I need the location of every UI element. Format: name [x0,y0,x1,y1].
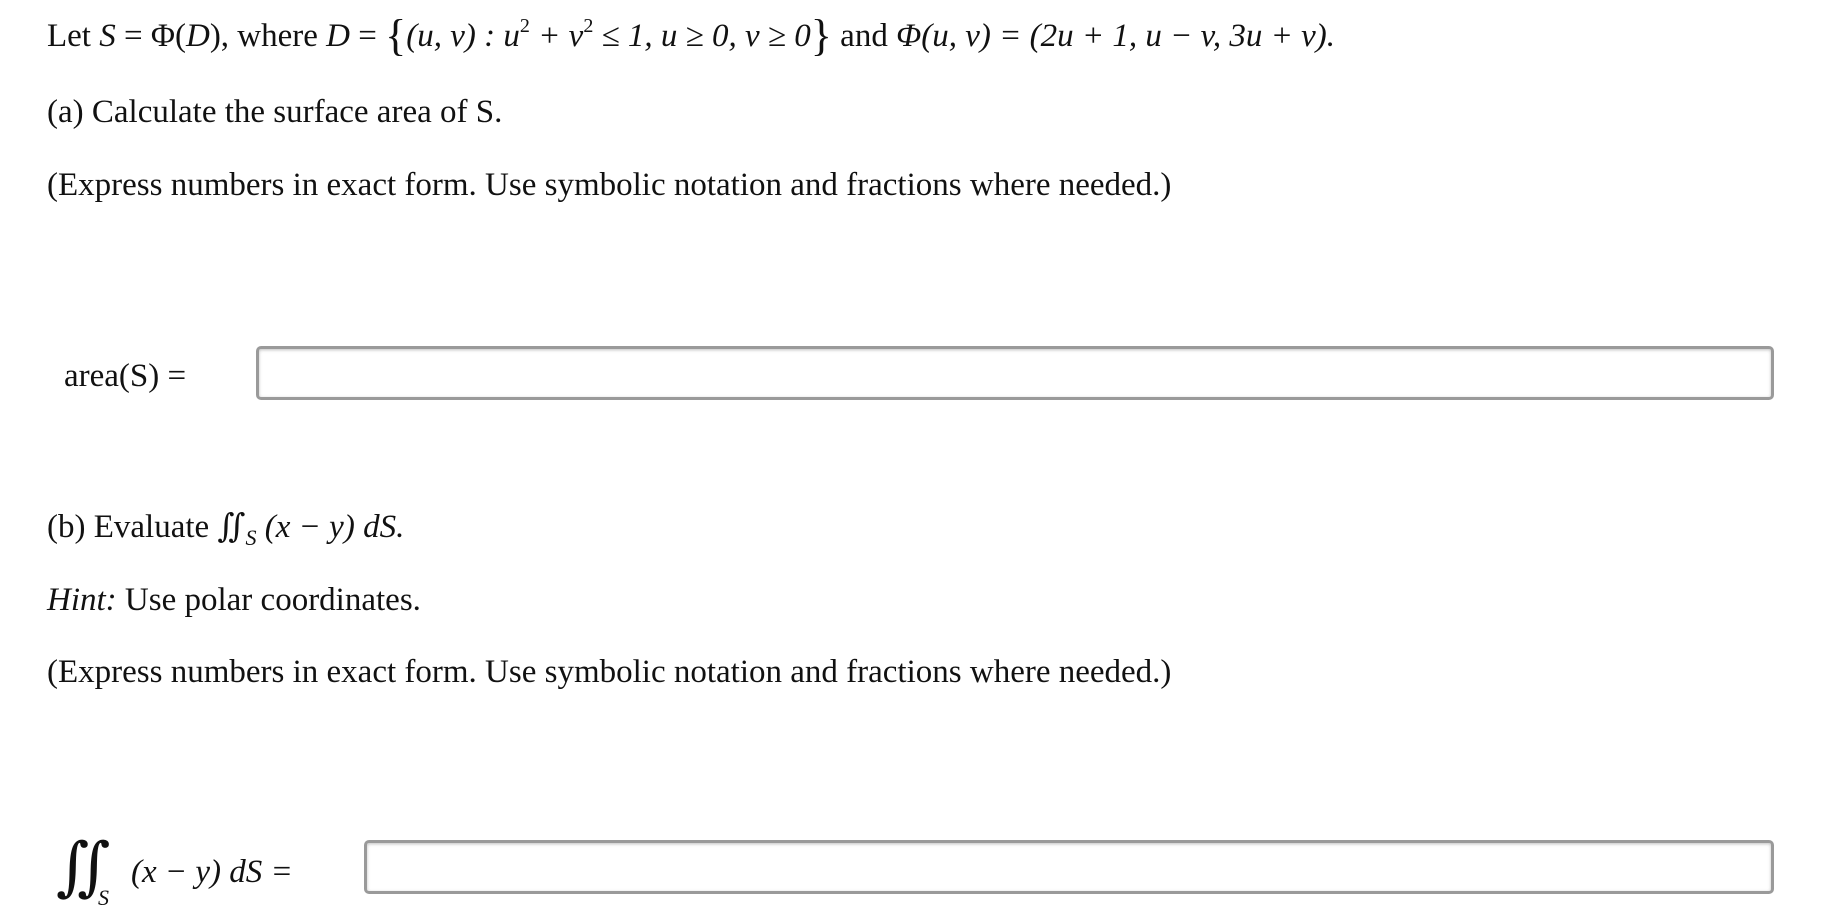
area-answer-box[interactable] [256,346,1774,400]
hint-label: Hint: [47,582,117,618]
answer-double-integral-icon: ∬ [56,831,97,902]
square-2: 2 [583,15,594,37]
integral-answer-box[interactable] [364,840,1774,894]
set-body: (u, v) : u [406,18,520,54]
where-text: ), where [209,18,327,54]
let-text: Let [47,18,100,54]
part-b-expression: (x − y) dS. [256,509,405,545]
integral-answer-input[interactable] [367,843,1771,891]
set-rest: ≤ 1, u ≥ 0, v ≥ 0 [593,18,811,54]
set-plus: + v [529,18,584,54]
and-text: and [831,18,897,54]
integral-answer-label: (x − y) dS = [131,854,293,890]
problem-statement [47,11,1335,60]
integral-subscript: S [245,525,257,550]
equals-text: = [350,18,386,54]
part-b-title [47,507,404,558]
part-b-prefix: (b) Evaluate [47,509,218,545]
answer-integral-subscript: S [98,885,109,910]
set-open-brace: { [385,11,407,60]
hint-text: Use polar coordinates. [116,582,421,618]
part-b-instruction: (Express numbers in exact form. Use symbolic notation and fractions where needed.) [47,654,1172,690]
part-a-title: (a) Calculate the surface area of S. [47,94,503,130]
part-a-instruction: (Express numbers in exact form. Use symbolic notation and fractions where needed.) [47,167,1172,203]
double-integral-icon: ∬ [217,509,246,545]
domain-symbol: D [185,18,210,54]
set-close-brace: } [810,11,832,60]
area-answer-label: area(S) = [64,358,187,394]
hint-line [47,580,421,620]
phi-equals: = Φ( [115,18,186,54]
surface-symbol: S [99,18,116,54]
square-1: 2 [519,15,530,37]
domain-symbol-2: D [326,18,351,54]
area-answer-input[interactable] [259,349,1771,397]
phi-definition: Φ(u, v) = (2u + 1, u − v, 3u + v). [896,18,1335,54]
